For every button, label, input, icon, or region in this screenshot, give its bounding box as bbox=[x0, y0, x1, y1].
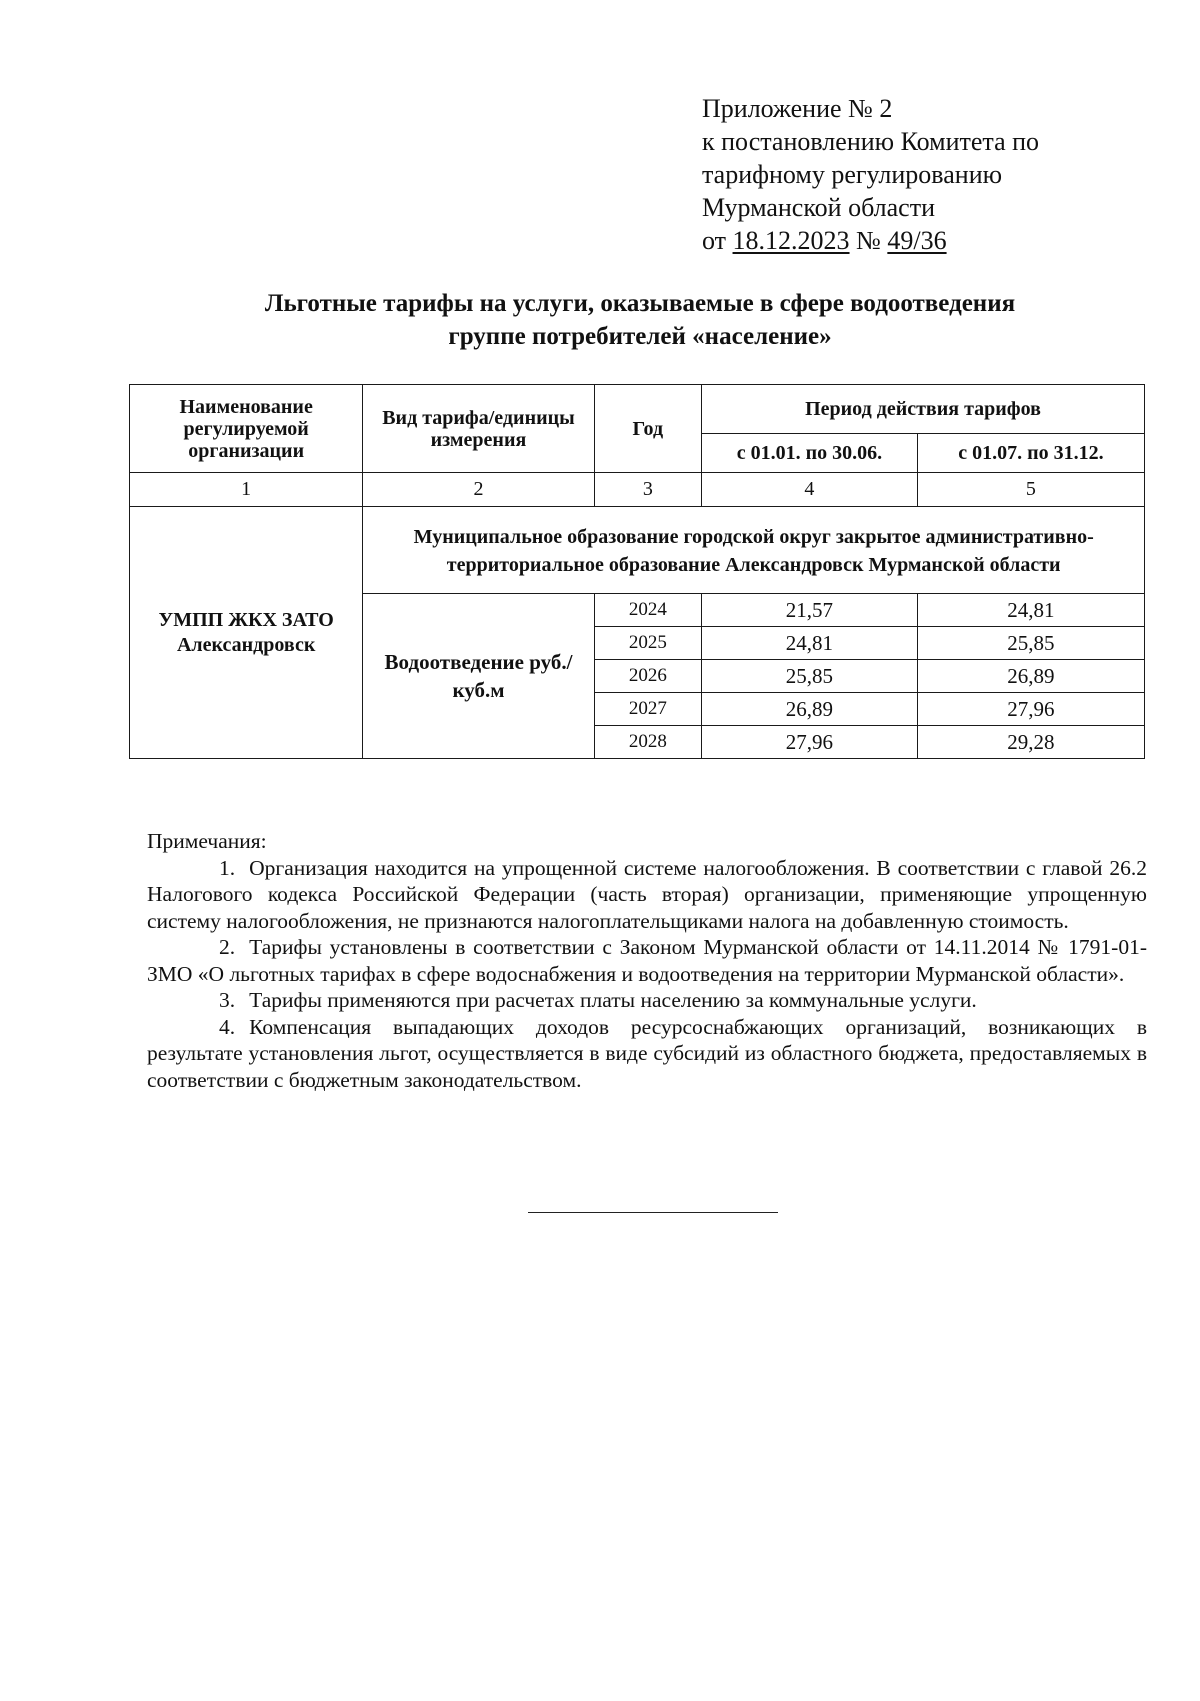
resolution-number: 49/36 bbox=[887, 226, 947, 255]
title-line-2: группе потребителей «население» bbox=[448, 323, 832, 350]
tariff-second-half: 26,89 bbox=[917, 660, 1144, 693]
tariff-first-half: 26,89 bbox=[702, 693, 918, 726]
note-number: 4. bbox=[219, 1014, 236, 1039]
tariff-second-half: 27,96 bbox=[917, 693, 1144, 726]
note-item bbox=[147, 855, 1147, 935]
number-prefix: № bbox=[849, 226, 888, 255]
year-cell: 2024 bbox=[594, 594, 701, 627]
note-text: Тарифы применяются при расчетах платы населению за коммунальные услуги. bbox=[249, 988, 977, 1012]
column-numbers-row bbox=[130, 473, 1145, 507]
tariff-first-half: 21,57 bbox=[702, 594, 918, 627]
document-title bbox=[150, 287, 1130, 353]
notes-section bbox=[147, 828, 1147, 1093]
appendix-resolution-line: к постановлению Комитета по bbox=[702, 127, 1040, 156]
organization-name: УМПП ЖКХ ЗАТО Александровск bbox=[130, 507, 363, 759]
header-period: Период действия тарифов bbox=[702, 385, 1145, 434]
header-organization: Наименование регулируемой организации bbox=[130, 385, 363, 473]
tariff-second-half: 24,81 bbox=[917, 594, 1144, 627]
tariff-first-half: 27,96 bbox=[702, 726, 918, 759]
note-number: 1. bbox=[219, 855, 236, 880]
tariff-second-half: 29,28 bbox=[917, 726, 1144, 759]
notes-heading: Примечания: bbox=[147, 829, 267, 853]
table-header-row bbox=[130, 385, 1145, 434]
note-item bbox=[147, 987, 1147, 1014]
table-row bbox=[130, 507, 1145, 594]
column-number: 1 bbox=[130, 473, 363, 507]
column-number: 5 bbox=[917, 473, 1144, 507]
title-line-1: Льготные тарифы на услуги, оказываемые в сфере водоотведения bbox=[264, 290, 1016, 317]
resolution-date: 18.12.2023 bbox=[732, 226, 850, 255]
note-number: 2. bbox=[219, 935, 236, 959]
tariff-first-half: 25,85 bbox=[702, 660, 918, 693]
appendix-committee-line: тарифному регулированию bbox=[702, 160, 1003, 189]
note-item bbox=[147, 934, 1147, 987]
closing-divider bbox=[528, 1212, 778, 1213]
service-type: Водоотведение руб./куб.м bbox=[363, 594, 594, 759]
year-cell: 2027 bbox=[594, 693, 701, 726]
appendix-date-line bbox=[702, 224, 1122, 257]
appendix-region-line: Мурманской области bbox=[702, 193, 935, 222]
note-number: 3. bbox=[219, 988, 236, 1012]
tariff-second-half: 25,85 bbox=[917, 627, 1144, 660]
column-number: 4 bbox=[702, 473, 918, 507]
municipality-name: Муниципальное образование городской округ закрытое административно-территориальное образование Александровск Мурманской области bbox=[363, 507, 1145, 594]
header-year: Год bbox=[594, 385, 701, 473]
date-prefix: от bbox=[702, 226, 733, 255]
column-number: 3 bbox=[594, 473, 701, 507]
appendix-reference bbox=[702, 92, 1122, 257]
year-cell: 2028 bbox=[594, 726, 701, 759]
note-text: Организация находится на упрощенной системе налогообложения. В соответствии с главой 26.2 Налогового кодекса Российской Федерации (часть вторая) организации, применяющие упрощенную систему налогообложения, не признаются налогоплательщиками налога на добавленную стоимость. bbox=[147, 855, 1147, 933]
year-cell: 2026 bbox=[594, 660, 701, 693]
note-text: Тарифы установлены в соответствии с Законом Мурманской области от 14.11.2014 № 1791-01-ЗМО «О льготных тарифах в сфере водоснабжения и водоотведения на территории Мурманской области». bbox=[147, 935, 1147, 986]
appendix-number: Приложение № 2 bbox=[702, 94, 893, 123]
tariff-table bbox=[129, 384, 1145, 759]
header-period-second-half: с 01.07. по 31.12. bbox=[917, 434, 1144, 473]
note-text: Компенсация выпадающих доходов ресурсоснабжающих организаций, возникающих в результате установления льгот, осуществляется в виде субсидий из областного бюджета, предоставляемых в соответствии с бюджетным законодательством. bbox=[147, 1014, 1147, 1092]
header-period-first-half: с 01.01. по 30.06. bbox=[702, 434, 918, 473]
header-tariff-type: Вид тарифа/единицы измерения bbox=[363, 385, 594, 473]
note-item bbox=[147, 1014, 1147, 1094]
tariff-first-half: 24,81 bbox=[702, 627, 918, 660]
column-number: 2 bbox=[363, 473, 594, 507]
year-cell: 2025 bbox=[594, 627, 701, 660]
